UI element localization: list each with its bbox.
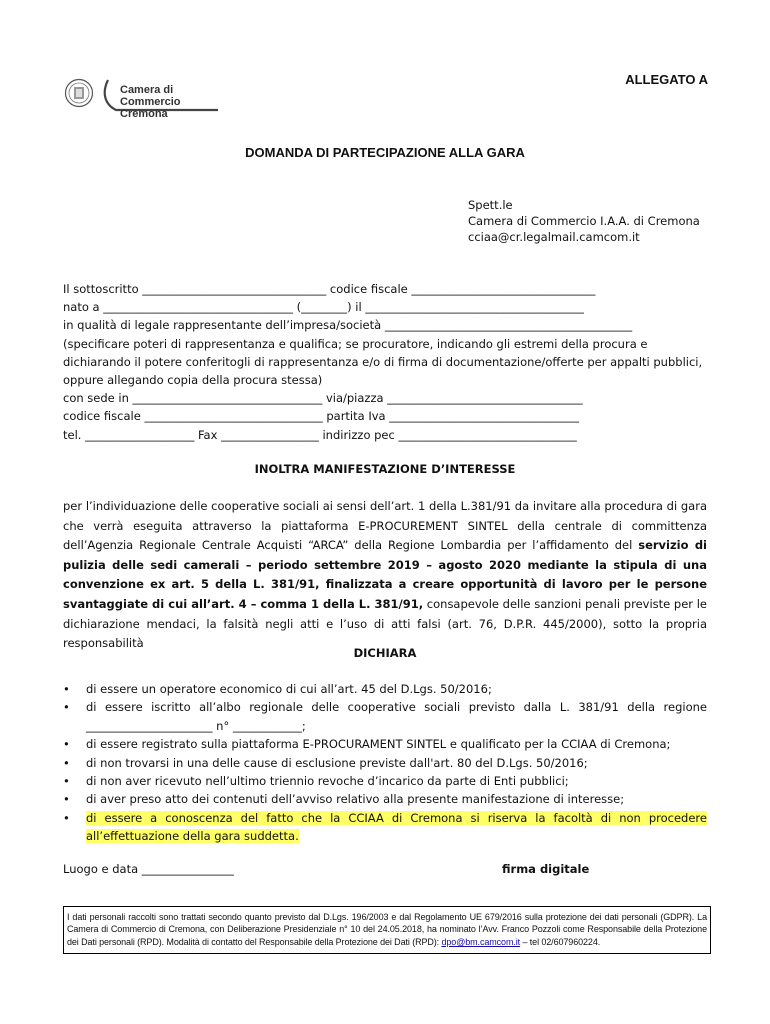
declaration-text: di essere registrato sulla piattaforma E-PROCURAMENT SINTEL e qualificato per la CCIAA di Cremona;: [86, 737, 671, 752]
bullet-icon: •: [63, 682, 70, 696]
declaration-text: di non aver ricevuto nell’ultimo triennio revoche d’incarico da parte di Enti pubblici;: [86, 774, 569, 789]
bullet-icon: •: [63, 700, 70, 715]
declaration-item: [63, 790, 707, 808]
declaration-item: [63, 698, 707, 735]
field-line-nato[interactable]: nato a _________________________________ (________) il ______________________________________: [63, 300, 584, 315]
bullet-icon: •: [63, 792, 70, 807]
declaration-item-highlighted: [63, 809, 707, 846]
bullet-icon: •: [63, 810, 70, 825]
privacy-note-text: I dati personali raccolti sono trattati secondo quanto previsto dal D.Lgs. 196/2003 e dal Regolamento UE 679/2016 sulla protezione dei dati personali (GDPR). La Camera di Commercio di Cremona, con Deliberazione Presidenziale n° 10 del 24.05.2018, ha nominato l’Avv. Franco Pozzoli come Responsabile della Protezione dei Dati personali (RPD). Modalità di contatto del Responsabile della Protezione dei Dati (RPD):: [67, 912, 707, 947]
bullet-icon: •: [63, 737, 70, 752]
dpo-email-link[interactable]: dpo@bm.camcom.it: [441, 936, 521, 947]
declaration-item: [63, 735, 707, 753]
field-line-qualita[interactable]: in qualità di legale rappresentante dell’impresa/società ___________________________________________: [63, 318, 633, 333]
declaration-text: di essere un operatore economico di cui all’art. 45 del D.Lgs. 50/2016;: [86, 682, 492, 696]
field-line-contatti[interactable]: tel. ___________________ Fax _________________ indirizzo pec _______________________________: [63, 427, 577, 442]
recipient-line: Spett.le: [468, 198, 513, 212]
field-note-line: dichiarando il potere conferitogli di rappresentanza e/o di firma di documentazione/offerte per appalti pubblici,: [63, 354, 703, 369]
recipient-email: cciaa@cr.legalmail.camcom.it: [468, 230, 640, 244]
field-line-codice-fiscale[interactable]: codice fiscale _______________________________ partita Iva _________________________________: [63, 409, 579, 424]
field-note-line: (specificare poteri di rappresentanza e qualifica; se procuratore, indicando gli estremi della procura e: [63, 336, 648, 351]
declarations-list: [63, 680, 707, 846]
logo-text-line1: Camera di Commercio: [120, 84, 181, 108]
bullet-icon: •: [63, 755, 70, 770]
declaration-text: di non trovarsi in una delle cause di esclusione previste dall'art. 80 del D.Lgs. 50/2016;: [86, 755, 588, 770]
privacy-note-box: [63, 906, 711, 954]
field-line-sottoscritto[interactable]: Il sottoscritto ________________________________ codice fiscale ________________________________: [63, 282, 596, 296]
section-title-dichiara: DICHIARA: [353, 646, 417, 660]
recipient-line: Camera di Commercio I.A.A. di Cremona: [468, 214, 700, 228]
intro-text: consapevole delle sanzioni penali previste per le dichiarazione mendaci, la falsità negli atti e l’uso di atti falsi (art. 76, D.P.R. 445/2000), sotto la propria responsabilità: [63, 596, 707, 651]
declaration-item: [63, 754, 707, 772]
luogo-data-field[interactable]: Luogo e data ________________: [63, 862, 234, 876]
declaration-text[interactable]: di essere iscritto all’albo regionale delle cooperative sociali previsto dalla L. 381/91 della regione ______________________ n° ____________;: [86, 700, 707, 733]
declaration-item: [63, 680, 707, 698]
field-line-sede[interactable]: con sede in _________________________________ via/piazza __________________________________: [63, 391, 583, 406]
field-note-line: oppure allegando copia della procura stessa): [63, 373, 323, 388]
camera-commercio-logo: [64, 76, 234, 120]
intro-text: per l’individuazione delle cooperative sociali ai sensi dell’art. 1 della L.381/91 da invitare alla procedura di gara che verrà eseguita attraverso la piattaforma E-PROCUREMENT SINTEL della centrale di committenza dell’Agenzia Regionale Centrale Acquisti “ARCA” della Regione Lombardia per l’affidamento del: [63, 499, 707, 553]
intro-paragraph: [63, 497, 707, 654]
firma-digitale-label: firma digitale: [502, 862, 590, 876]
declaration-text: di aver preso atto dei contenuti dell’avviso relativo alla presente manifestazione di interesse;: [86, 792, 625, 807]
allegato-label: ALLEGATO A: [625, 72, 708, 87]
declaration-text-highlighted: di essere a conoscenza del fatto che la CCIAA di Cremona si riserva la facoltà di non procedere all’effettuazione della gara suddetta.: [86, 810, 707, 844]
document-title: DOMANDA DI PARTECIPAZIONE ALLA GARA: [245, 145, 525, 160]
declaration-item: [63, 772, 707, 790]
recipient-block: [468, 197, 700, 245]
applicant-form-fields: [63, 280, 708, 444]
bullet-icon: •: [63, 774, 70, 789]
section-title-manifestazione: INOLTRA MANIFESTAZIONE D’INTERESSE: [254, 462, 516, 476]
intro-bold-text: servizio di pulizia delle sedi camerali – periodo settembre 2019 – agosto 2020 mediante la stipula di una convenzione ex art. 5 della L. 381/91, finalizzata a creare opportunità di lavoro per le persone svantaggiate di cui all’art. 4 – comma 1 della L. 381/91,: [63, 538, 707, 611]
privacy-note-tail: – tel 02/607960224.: [520, 936, 601, 947]
seal-icon: [64, 78, 94, 108]
logo-text-line2: Cremona: [120, 108, 168, 120]
